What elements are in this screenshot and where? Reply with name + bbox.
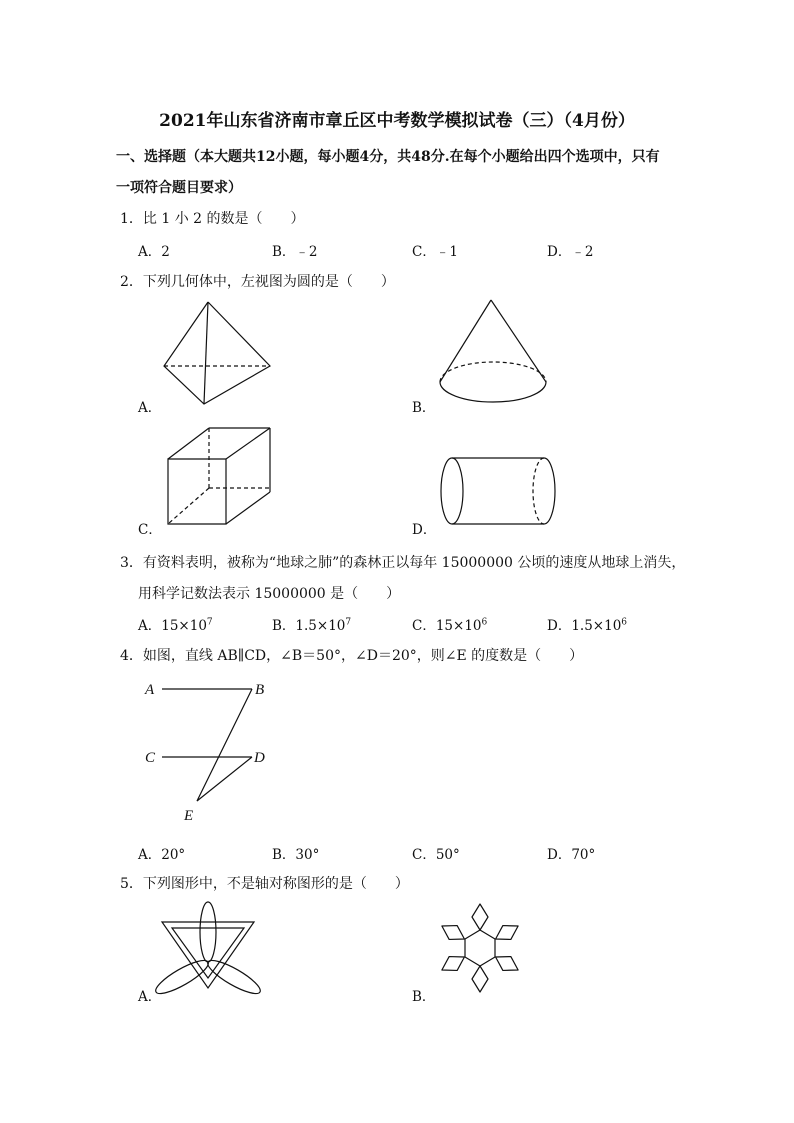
section-heading-line1: 一、选择题（本大题共12小题，每小题4分，共48分.在每个小题给出四个选项中，只有 [116, 149, 660, 165]
question-1-option-a: A．2 [138, 244, 170, 260]
cylinder-icon [438, 454, 558, 528]
cone-icon [436, 298, 550, 404]
question-3-option-c: C．$15\times 10^6$ [412, 617, 488, 634]
question-2-option-b: B． [412, 400, 436, 416]
question-4-option-b: B．30° [272, 847, 320, 863]
question-4-stem: 4．如图，直线 AB∥CD，∠B＝50°，∠D＝20°，则∠E 的度数是（ ） [120, 648, 584, 664]
question-1-option-c: C．﹣1 [412, 244, 458, 260]
point-label-c: C [145, 750, 156, 766]
page-title: 2021年山东省济南市章丘区中考数学模拟试卷（三）（4月份） [159, 111, 635, 131]
point-label-d: D [254, 750, 265, 766]
point-label-e: E [184, 808, 194, 824]
question-3-option-b: B．$1.5\times 10^7$ [272, 617, 352, 634]
question-4-option-c: C．50° [412, 847, 460, 863]
question-4-option-d: D．70° [547, 847, 596, 863]
question-1-option-b: B．﹣2 [272, 244, 318, 260]
question-2-option-a: A． [138, 400, 162, 416]
question-4-option-a: A．20° [138, 847, 186, 863]
cube-icon [164, 426, 276, 530]
question-3-stem-line2: 用科学记数法表示 15000000 是（ ） [138, 586, 401, 602]
triangular-pyramid-icon [160, 300, 275, 408]
question-3-stem-line1: 3．有资料表明，被称为“地球之肺”的森林正以每年 15000000 公顷的速度从地球上消失， [120, 555, 686, 571]
triangle-with-petals-icon [160, 900, 256, 992]
question-3-option-d: D．$1.5\times 10^6$ [547, 617, 628, 634]
section-heading-line2: 一项符合题目要求） [116, 180, 242, 196]
question-3-option-a: A．$15\times 10^7$ [138, 617, 213, 634]
parallel-lines-figure [140, 676, 280, 826]
question-2-option-d: D． [412, 522, 437, 538]
point-label-a: A [145, 682, 155, 698]
question-5-option-b: B． [412, 989, 436, 1005]
question-2-option-c: C． [138, 522, 162, 538]
question-1-option-d: D．﹣2 [547, 244, 594, 260]
question-5-option-a: A． [138, 989, 162, 1005]
question-1-stem: 1．比 1 小 2 的数是（ ） [120, 211, 305, 227]
point-label-b: B [255, 682, 265, 698]
hexagram-pattern-icon [434, 902, 526, 994]
question-5-stem: 5．下列图形中，不是轴对称图形的是（ ） [120, 876, 409, 892]
question-2-stem: 2．下列几何体中，左视图为圆的是（ ） [120, 274, 395, 290]
